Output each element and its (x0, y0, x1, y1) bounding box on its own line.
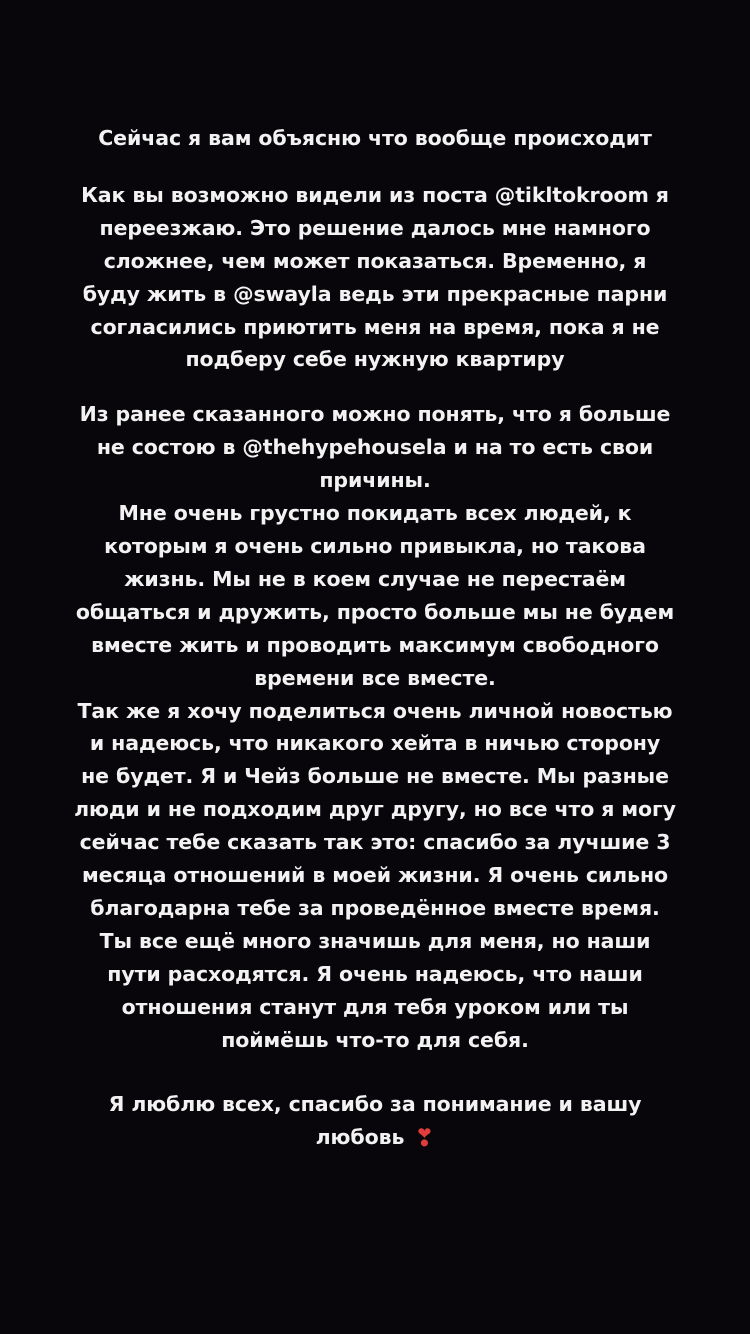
text-line: не будет. Я и Чейз больше не вместе. Мы разные (81, 764, 669, 789)
text-line: времени все вместе. (254, 665, 496, 690)
text-line: поймёшь что-то для себя. (221, 1027, 529, 1052)
paragraph-closing (40, 1088, 710, 1155)
closing-last-line (40, 1121, 710, 1155)
paragraph-moving (40, 179, 710, 376)
text-line: подберу себе нужную квартиру (185, 347, 565, 372)
text-line: отношения станут для тебя уроком или ты (121, 994, 629, 1019)
text-line: которым я очень сильно привыкла, но такова (104, 533, 646, 558)
story-heading: Сейчас я вам объясню что вообще происходит (98, 126, 652, 150)
text-line: причины. (319, 468, 431, 493)
text-line: месяца отношений в моей жизни. Я очень сильно (81, 863, 669, 888)
text-line: Как вы возможно видели из поста @tikltokroom я (81, 182, 669, 207)
text-line: согласились приютить меня на время, пока я не (90, 314, 660, 339)
paragraph-explanation (40, 398, 710, 1056)
text-line: люди и не подходим друг другу, но все что я могу (74, 797, 676, 822)
text-line: Так же я хочу поделиться очень личной новостью (77, 698, 673, 723)
text-line: вместе жить и проводить максимум свободного (91, 632, 659, 657)
text-line: пути расходятся. Я очень надеюсь, что наши (107, 961, 643, 986)
text-line: не состою в @thehypehousela и на то есть свои (96, 435, 654, 460)
text-line: общаться и дружить, просто больше мы не будем (75, 599, 675, 624)
text-line: благодарна тебе за проведённое вместе время. (90, 895, 660, 920)
text-line: буду жить в @swayla ведь эти прекрасные парни (82, 281, 668, 306)
text-line: и надеюсь, что никакого хейта в ничью сторону (89, 731, 661, 756)
text-line: жизнь. Мы не в коем случае не перестаём (124, 566, 626, 591)
heart-exclamation-icon: ❣ (414, 1124, 435, 1153)
text-line: Мне очень грустно покидать всех людей, к (118, 501, 632, 526)
text-line: переезжаю. Это решение далось мне намного (99, 215, 651, 240)
text-line: сейчас тебе сказать так это: спасибо за лучшие 3 (79, 830, 671, 855)
text-line: сложнее, чем может показаться. Временно, я (103, 248, 647, 273)
text-line: Из ранее сказанного можно понять, что я больше (79, 402, 671, 427)
text-line: Я люблю всех, спасибо за понимание и вашу (108, 1092, 642, 1117)
text-line: Ты все ещё много значишь для меня, но наши (99, 928, 651, 953)
story-text (40, 122, 710, 1155)
text-line: любовь (315, 1125, 405, 1150)
